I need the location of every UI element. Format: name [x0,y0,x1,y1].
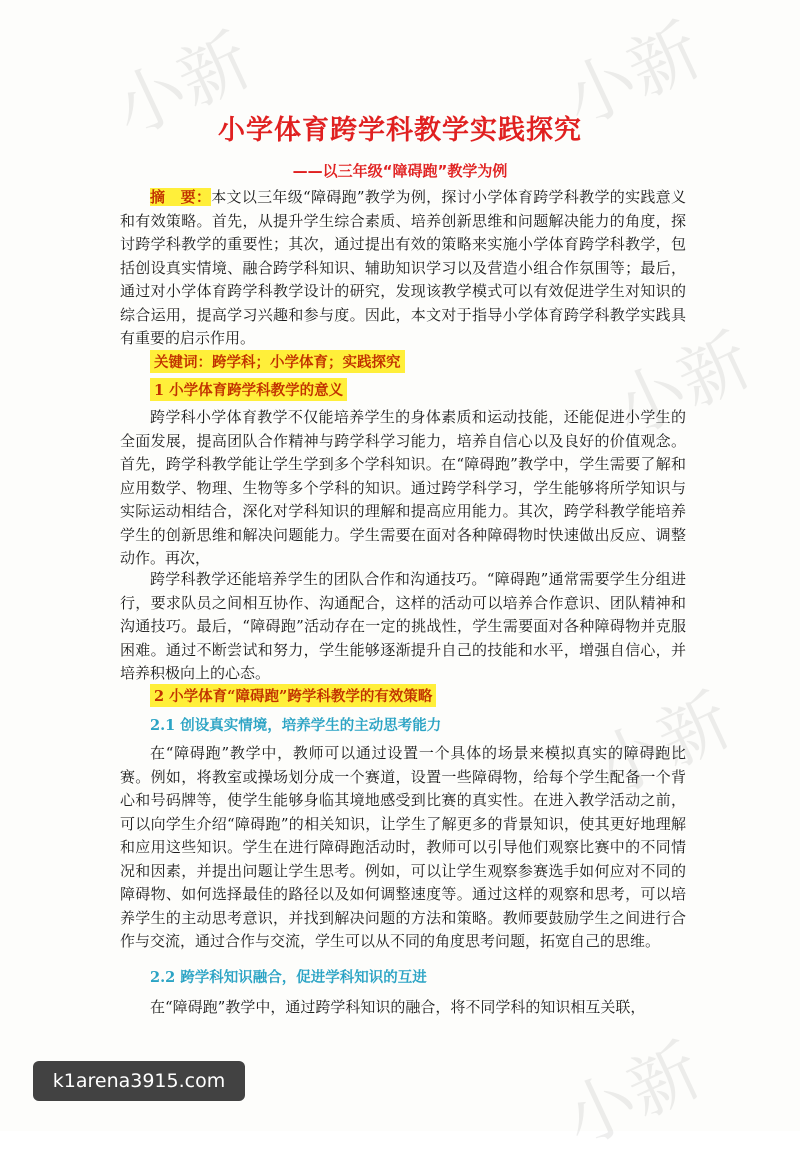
section-2-2-paragraph: 在“障碍跑”教学中，通过跨学科知识的融合，将不同学科的知识相互关联， [150,998,646,1016]
watermark: 小新 [101,18,264,153]
watermark: 小新 [601,318,764,453]
section-2-heading: 2 小学体育“障碍跑”跨学科教学的有效策略 [150,684,436,707]
abstract-label: 摘 要： [150,188,212,206]
document-subtitle: ——以三年级“障碍跑”教学为例 [292,162,508,180]
section-1-paragraph-2: 跨学科教学还能培养学生的团队合作和沟通技巧。“障碍跑”通常需要学生分组进行，要求队员之间相互协作、沟通配合，这样的活动可以培养合作意识、团队精神和沟通技巧。最后，“障碍跑”活动存在一定的挑战性，学生需要面对各种障碍物并克服困难。通过不断尝试和努力，学生能够逐渐提升自己的技能和水平，增强自信心，并培养积极向上的心态。 [120,570,686,682]
site-badge: k1arena3915.com [33,1061,245,1101]
section-2-1-heading: 2.1 创设真实情境，培养学生的主动思考能力 [150,717,442,734]
watermark: 小新 [551,8,714,143]
section-1-heading: 1 小学体育跨学科教学的意义 [150,378,347,401]
section-1-paragraph-1: 跨学科小学体育教学不仅能培养学生的身体素质和运动技能，还能促进小学生的全面发展，提高团队合作精神与跨学科学习能力，培养自信心以及良好的价值观念。首先，跨学科教学能让学生学到多个学科知识。在“障碍跑”教学中，学生需要了解和应用数学、物理、生物等多个学科的知识。通过跨学科学习，学生能够将所学知识与实际运动相结合，深化对学科知识的理解和提高应用能力。其次，跨学科教学能培养学生的创新思维和解决问题能力。学生需要在面对各种障碍物时快速做出反应、调整动作。再次， [120,408,686,567]
abstract-paragraph [120,186,686,351]
section-2-1-paragraph: 在“障碍跑”教学中，教师可以通过设置一个具体的场景来模拟真实的障碍跑比赛。例如，将教室或操场划分成一个赛道，设置一些障碍物，给每个学生配备一个背心和号码牌等，使学生能够身临其境地感受到比赛的真实性。在进入教学活动之前，可以向学生介绍“障碍跑”的相关知识，让学生了解更多的背景知识，使其更好地理解和应用这些知识。学生在进行障碍跑活动时，教师可以引导他们观察比赛中的不同情况和因素，并提出问题让学生思考。例如，可以让学生观察参赛选手如何应对不同的障碍物、如何选择最佳的路径以及如何调整速度等。通过这样的观察和思考，可以培养学生的主动思考意识，并找到解决问题的方法和策略。教师要鼓励学生之间进行合作与交流，通过合作与交流，学生可以从不同的角度思考问题，拓宽自己的思维。 [120,744,686,950]
abstract-text: 本文以三年级“障碍跑”教学为例，探讨小学体育跨学科教学的实践意义和有效策略。首先，从提升学生综合素质、培养创新思维和问题解决能力的角度，探讨跨学科教学的重要性；其次，通过提出有效的策略来实施小学体育跨学科教学，包括创设真实情境、融合跨学科知识、辅助知识学习以及营造小组合作氛围等；最后，通过对小学体育跨学科教学设计的研究，发现该教学模式可以有效促进学生对知识的综合运用，提高学习兴趣和参与度。因此，本文对于指导小学体育跨学科教学实践具有重要的启示作用。 [120,188,686,347]
watermark: 小新 [551,1028,714,1163]
watermark: 小新 [581,678,744,813]
section-2-2-heading: 2.2 跨学科知识融合，促进学科知识的互进 [150,969,427,986]
keywords: 关键词：跨学科；小学体育；实践探究 [150,350,405,373]
document-title: 小学体育跨学科教学实践探究 [218,115,582,146]
